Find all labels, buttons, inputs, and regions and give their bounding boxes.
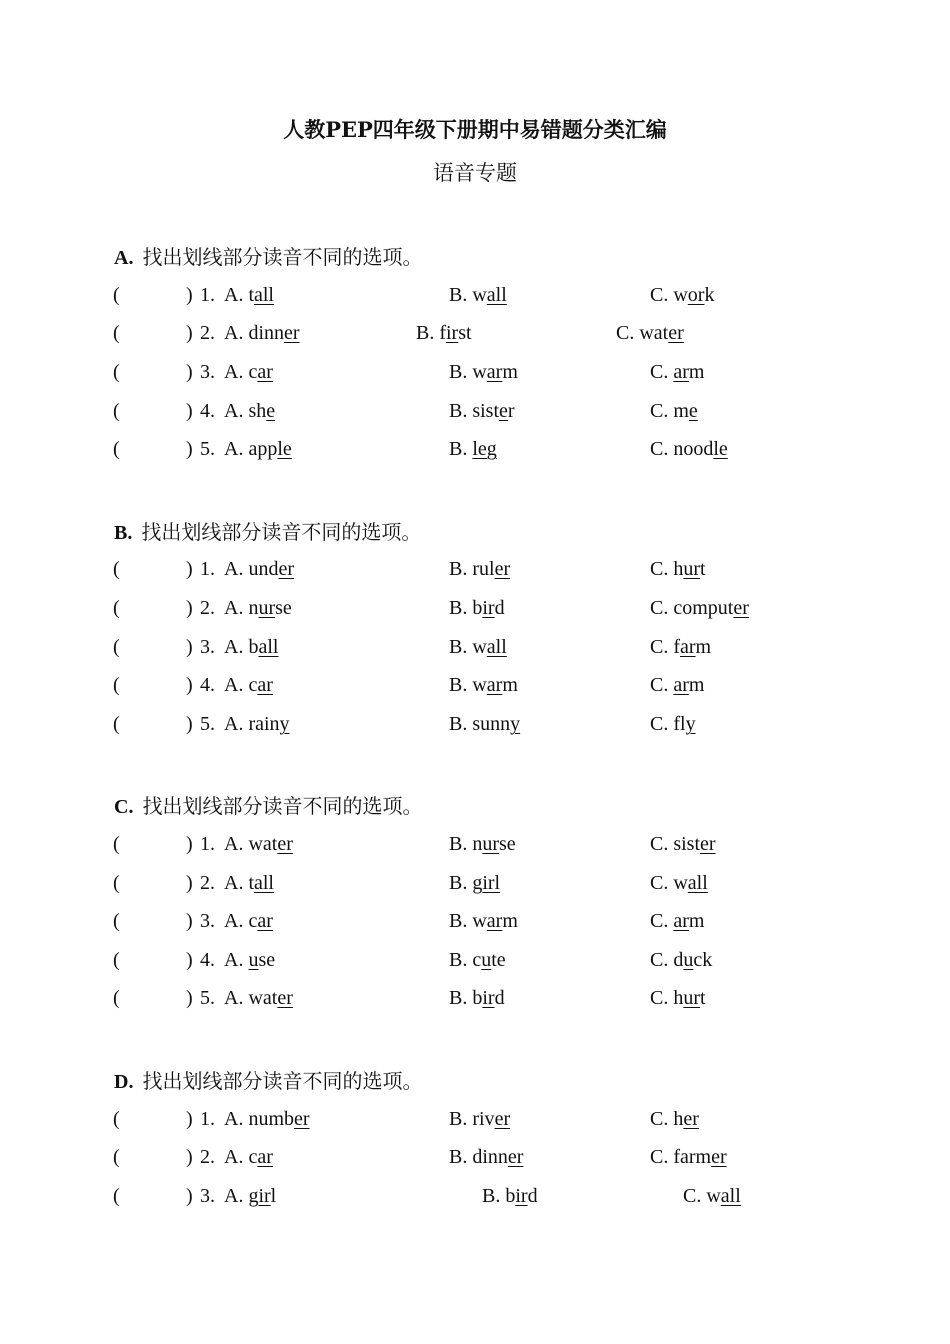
underlined-part: er bbox=[683, 1108, 699, 1130]
option-c: C. wall bbox=[650, 872, 708, 894]
underlined-part: er bbox=[277, 987, 293, 1009]
option-c: C. farmer bbox=[650, 1146, 727, 1168]
question-row bbox=[0, 361, 950, 391]
question-row bbox=[0, 558, 950, 588]
underlined-part: all bbox=[254, 284, 274, 306]
option-c: C. computer bbox=[650, 597, 749, 619]
underlined-part: ir bbox=[515, 1185, 528, 1207]
underlined-part: ar bbox=[257, 361, 273, 383]
underlined-part: irl bbox=[482, 872, 501, 894]
option-b: B. wall bbox=[449, 284, 507, 306]
underlined-part: e bbox=[499, 400, 508, 422]
underlined-part: ar bbox=[486, 361, 503, 383]
option-c: C. arm bbox=[650, 674, 705, 696]
option-c: C. me bbox=[650, 400, 698, 422]
answer-blank-close: ) bbox=[186, 597, 193, 619]
underlined-part: y bbox=[685, 713, 696, 735]
underlined-part: ar bbox=[673, 674, 689, 696]
option-a: A. she bbox=[224, 400, 276, 422]
option-b: B. river bbox=[449, 1108, 511, 1130]
question-row bbox=[0, 833, 950, 863]
underlined-part: er bbox=[711, 1146, 727, 1168]
option-b: B. nurse bbox=[449, 833, 516, 855]
option-a: A. water bbox=[224, 833, 293, 855]
option-c: C. sister bbox=[650, 833, 716, 855]
option-a: A. water bbox=[224, 987, 293, 1009]
option-c: C. noodle bbox=[650, 438, 728, 460]
answer-blank-close: ) bbox=[186, 284, 193, 306]
underlined-part: ur bbox=[683, 987, 701, 1009]
answer-blank-close: ) bbox=[186, 833, 193, 855]
answer-blank-close: ) bbox=[186, 713, 193, 735]
answer-blank-open[interactable]: ( bbox=[113, 400, 120, 422]
option-a: A. dinner bbox=[224, 322, 300, 344]
question-row bbox=[0, 1146, 950, 1176]
question-number: 3. bbox=[200, 1185, 215, 1207]
option-b: B. wall bbox=[449, 636, 507, 658]
underlined-part: ir bbox=[482, 597, 495, 619]
underlined-part: er bbox=[668, 322, 684, 344]
underlined-part: er bbox=[494, 558, 511, 580]
option-b: B. sunny bbox=[449, 713, 521, 735]
underlined-part: u bbox=[248, 949, 259, 971]
answer-blank-close: ) bbox=[186, 438, 193, 460]
option-a: A. car bbox=[224, 361, 273, 383]
question-row bbox=[0, 949, 950, 979]
underlined-part: ar bbox=[680, 636, 696, 658]
underlined-part: all bbox=[486, 284, 507, 306]
answer-blank-close: ) bbox=[186, 322, 193, 344]
underlined-part: er bbox=[284, 322, 300, 344]
underlined-part: all bbox=[254, 872, 274, 894]
underlined-part: e bbox=[688, 400, 698, 422]
answer-blank-open[interactable]: ( bbox=[113, 636, 120, 658]
answer-blank-close: ) bbox=[186, 1108, 193, 1130]
option-a: A. girl bbox=[224, 1185, 277, 1207]
section-instruction: 找出划线部分读音不同的选项。 bbox=[142, 245, 423, 269]
option-b: B. girl bbox=[449, 872, 501, 894]
option-c: C. arm bbox=[650, 361, 705, 383]
underlined-part: all bbox=[720, 1185, 741, 1207]
answer-blank-open[interactable]: ( bbox=[113, 361, 120, 383]
answer-blank-close: ) bbox=[186, 361, 193, 383]
underlined-part: ar bbox=[673, 910, 689, 932]
underlined-part: ar bbox=[257, 1146, 273, 1168]
underlined-part: ur bbox=[258, 597, 276, 619]
answer-blank-open[interactable]: ( bbox=[113, 1146, 120, 1168]
underlined-part: y bbox=[510, 713, 521, 735]
answer-blank-close: ) bbox=[186, 636, 193, 658]
underlined-part: er bbox=[733, 597, 749, 619]
answer-blank-open[interactable]: ( bbox=[113, 833, 120, 855]
underlined-part: le bbox=[713, 438, 728, 460]
answer-blank-open[interactable]: ( bbox=[113, 872, 120, 894]
underlined-part: ar bbox=[486, 910, 503, 932]
option-b: B. dinner bbox=[449, 1146, 524, 1168]
option-b: B. first bbox=[416, 322, 472, 344]
question-number: 2. bbox=[200, 322, 215, 344]
question-number: 5. bbox=[200, 713, 215, 735]
option-c: C. farm bbox=[650, 636, 712, 658]
answer-blank-open[interactable]: ( bbox=[113, 284, 120, 306]
question-row bbox=[0, 636, 950, 666]
answer-blank-close: ) bbox=[186, 400, 193, 422]
section-heading bbox=[114, 790, 422, 819]
question-row bbox=[0, 1108, 950, 1138]
question-number: 1. bbox=[200, 284, 215, 306]
question-row bbox=[0, 438, 950, 468]
underlined-part: ir bbox=[258, 1185, 271, 1207]
option-a: A. under bbox=[224, 558, 294, 580]
underlined-part: er bbox=[700, 833, 716, 855]
underlined-part: er bbox=[294, 1108, 310, 1130]
answer-blank-close: ) bbox=[186, 949, 193, 971]
option-a: A. number bbox=[224, 1108, 310, 1130]
option-b: B. sister bbox=[449, 400, 515, 422]
section-letter: C. bbox=[114, 796, 134, 818]
option-a: A. nurse bbox=[224, 597, 292, 619]
question-number: 3. bbox=[200, 910, 215, 932]
option-c: C. fly bbox=[650, 713, 696, 735]
question-number: 5. bbox=[200, 987, 215, 1009]
answer-blank-open[interactable]: ( bbox=[113, 949, 120, 971]
underlined-part: all bbox=[687, 872, 708, 894]
underlined-part: er bbox=[278, 558, 294, 580]
option-b: B. warm bbox=[449, 674, 518, 696]
underlined-part: ar bbox=[673, 361, 689, 383]
option-a: A. car bbox=[224, 674, 273, 696]
section-instruction: 找出划线部分读音不同的选项。 bbox=[142, 1069, 423, 1093]
section-letter: D. bbox=[114, 1071, 134, 1093]
answer-blank-open[interactable]: ( bbox=[113, 322, 120, 344]
underlined-part: all bbox=[258, 636, 279, 658]
question-row bbox=[0, 400, 950, 430]
underlined-part: ir bbox=[446, 322, 459, 344]
page-subtitle: 语音专题 bbox=[433, 161, 517, 185]
option-a: A. rainy bbox=[224, 713, 290, 735]
question-number: 2. bbox=[200, 872, 215, 894]
answer-blank-close: ) bbox=[186, 558, 193, 580]
answer-blank-open[interactable]: ( bbox=[113, 674, 120, 696]
option-c: C. work bbox=[650, 284, 715, 306]
option-a: A. car bbox=[224, 910, 273, 932]
question-number: 1. bbox=[200, 1108, 215, 1130]
option-a: A. ball bbox=[224, 636, 279, 658]
option-b: B. warm bbox=[449, 361, 518, 383]
option-b: B. warm bbox=[449, 910, 518, 932]
answer-blank-open[interactable]: ( bbox=[113, 438, 120, 460]
answer-blank-close: ) bbox=[186, 872, 193, 894]
option-b: B. leg bbox=[449, 438, 497, 460]
underlined-part: er bbox=[277, 833, 293, 855]
option-a: A. tall bbox=[224, 284, 274, 306]
option-c: C. arm bbox=[650, 910, 705, 932]
underlined-part: leg bbox=[472, 438, 497, 460]
section-instruction: 找出划线部分读音不同的选项。 bbox=[141, 520, 422, 544]
underlined-part: er bbox=[494, 1108, 511, 1130]
question-row bbox=[0, 284, 950, 314]
answer-blank-open[interactable]: ( bbox=[113, 1185, 120, 1207]
answer-blank-close: ) bbox=[186, 674, 193, 696]
question-row bbox=[0, 1185, 950, 1215]
question-number: 1. bbox=[200, 833, 215, 855]
underlined-part: le bbox=[277, 438, 292, 460]
section-heading bbox=[114, 241, 422, 270]
underlined-part: er bbox=[507, 1146, 524, 1168]
underlined-part: u bbox=[683, 949, 694, 971]
answer-blank-close: ) bbox=[186, 1185, 193, 1207]
answer-blank-close: ) bbox=[186, 987, 193, 1009]
answer-blank-open[interactable]: ( bbox=[113, 1108, 120, 1130]
option-b: B. bird bbox=[449, 597, 505, 619]
section-heading bbox=[114, 516, 421, 545]
option-c: C. hurt bbox=[650, 558, 706, 580]
option-a: A. car bbox=[224, 1146, 273, 1168]
page-title: 人教PEP四年级下册期中易错题分类汇编 bbox=[283, 117, 667, 142]
question-number: 4. bbox=[200, 674, 215, 696]
option-c: C. her bbox=[650, 1108, 699, 1130]
answer-blank-open[interactable]: ( bbox=[113, 987, 120, 1009]
underlined-part: ir bbox=[482, 987, 495, 1009]
underlined-part: all bbox=[486, 636, 507, 658]
option-c: C. hurt bbox=[650, 987, 706, 1009]
question-row bbox=[0, 987, 950, 1017]
question-row bbox=[0, 872, 950, 902]
option-b: B. bird bbox=[482, 1185, 538, 1207]
answer-blank-open[interactable]: ( bbox=[113, 558, 120, 580]
question-number: 1. bbox=[200, 558, 215, 580]
underlined-part: e bbox=[266, 400, 276, 422]
answer-blank-open[interactable]: ( bbox=[113, 597, 120, 619]
section-heading bbox=[114, 1065, 422, 1094]
section-letter: B. bbox=[114, 522, 133, 544]
option-c: C. wall bbox=[683, 1185, 741, 1207]
question-number: 3. bbox=[200, 361, 215, 383]
option-a: A. tall bbox=[224, 872, 274, 894]
question-row bbox=[0, 597, 950, 627]
question-row bbox=[0, 322, 950, 352]
option-b: B. ruler bbox=[449, 558, 511, 580]
option-a: A. apple bbox=[224, 438, 292, 460]
question-number: 4. bbox=[200, 400, 215, 422]
section-instruction: 找出划线部分读音不同的选项。 bbox=[142, 794, 423, 818]
question-number: 4. bbox=[200, 949, 215, 971]
underlined-part: u bbox=[481, 949, 492, 971]
underlined-part: y bbox=[279, 713, 290, 735]
underlined-part: ar bbox=[486, 674, 503, 696]
underlined-part: ur bbox=[482, 833, 500, 855]
question-number: 3. bbox=[200, 636, 215, 658]
question-row bbox=[0, 910, 950, 940]
underlined-part: ar bbox=[257, 910, 273, 932]
underlined-part: or bbox=[687, 284, 705, 306]
question-row bbox=[0, 674, 950, 704]
answer-blank-close: ) bbox=[186, 910, 193, 932]
question-row bbox=[0, 713, 950, 743]
option-c: C. duck bbox=[650, 949, 713, 971]
underlined-part: ar bbox=[257, 674, 273, 696]
underlined-part: ur bbox=[683, 558, 701, 580]
answer-blank-close: ) bbox=[186, 1146, 193, 1168]
option-b: B. bird bbox=[449, 987, 505, 1009]
section-letter: A. bbox=[114, 247, 134, 269]
answer-blank-open[interactable]: ( bbox=[113, 910, 120, 932]
question-number: 5. bbox=[200, 438, 215, 460]
option-c: C. water bbox=[616, 322, 684, 344]
answer-blank-open[interactable]: ( bbox=[113, 713, 120, 735]
question-number: 2. bbox=[200, 1146, 215, 1168]
option-a: A. use bbox=[224, 949, 276, 971]
option-b: B. cute bbox=[449, 949, 506, 971]
question-number: 2. bbox=[200, 597, 215, 619]
